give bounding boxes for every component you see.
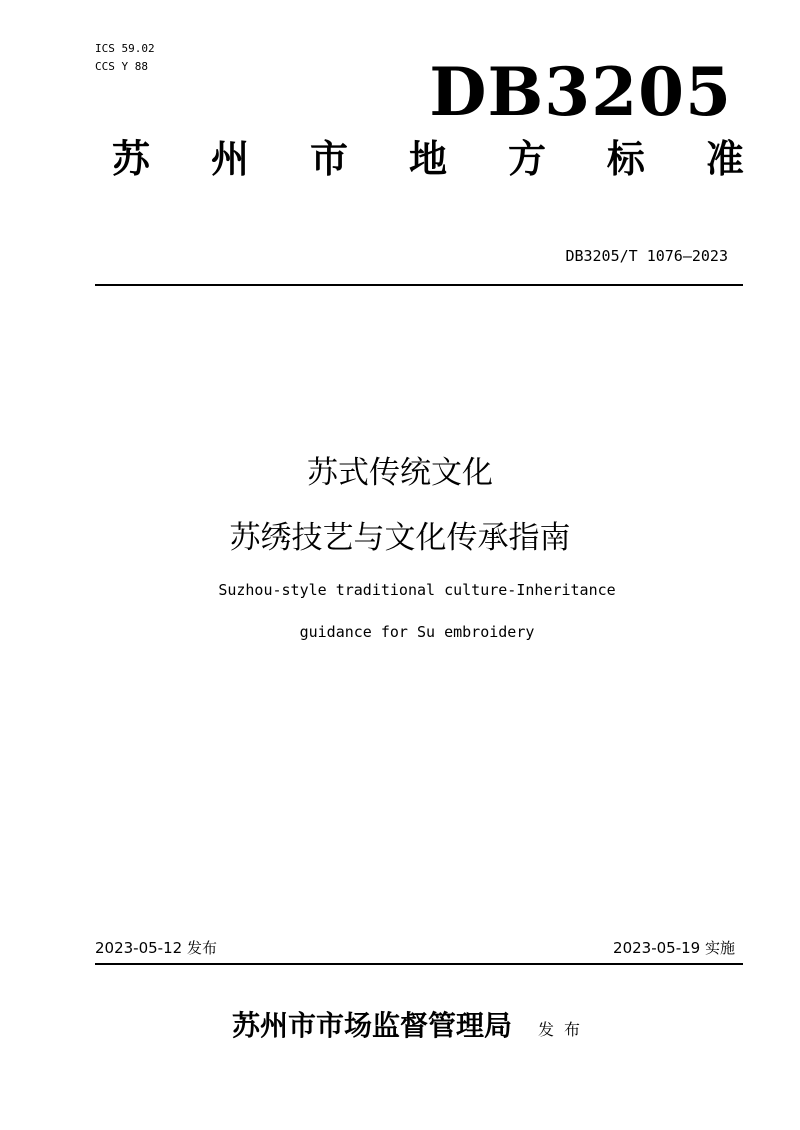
standard-type-char: 方 xyxy=(507,136,546,181)
title-cn-line2: 苏绣技艺与文化传承指南 xyxy=(229,520,571,556)
title-cn-line1: 苏式传统文化 xyxy=(307,455,493,491)
title-en-line2: guidance for Su embroidery xyxy=(299,623,535,641)
standard-code-logo: DB3205 xyxy=(429,53,732,131)
standard-type-char: 苏 xyxy=(112,136,151,181)
standard-type-char: 地 xyxy=(408,136,447,181)
standard-type-heading xyxy=(112,133,744,185)
issuer-line xyxy=(232,1004,590,1048)
standard-type-char: 准 xyxy=(705,136,744,181)
issue-date: 2023-05-12 发布 xyxy=(95,939,217,957)
standard-type-char: 标 xyxy=(606,136,645,181)
standard-type-char: 市 xyxy=(309,136,348,181)
ccs-code: CCS Y 88 xyxy=(95,60,148,73)
classification-codes xyxy=(95,40,155,76)
issuer-action: 发布 xyxy=(538,1020,591,1039)
title-en-line1: Suzhou-style traditional culture-Inheritance xyxy=(218,581,616,599)
header-divider xyxy=(95,284,743,286)
standard-type-char: 州 xyxy=(210,136,249,181)
issuer-name: 苏州市市场监督管理局 xyxy=(232,1009,513,1042)
standard-number: DB3205/T 1076—2023 xyxy=(565,247,728,265)
footer-divider xyxy=(95,963,743,965)
ics-code: ICS 59.02 xyxy=(95,42,155,55)
implementation-date: 2023-05-19 实施 xyxy=(613,939,735,957)
